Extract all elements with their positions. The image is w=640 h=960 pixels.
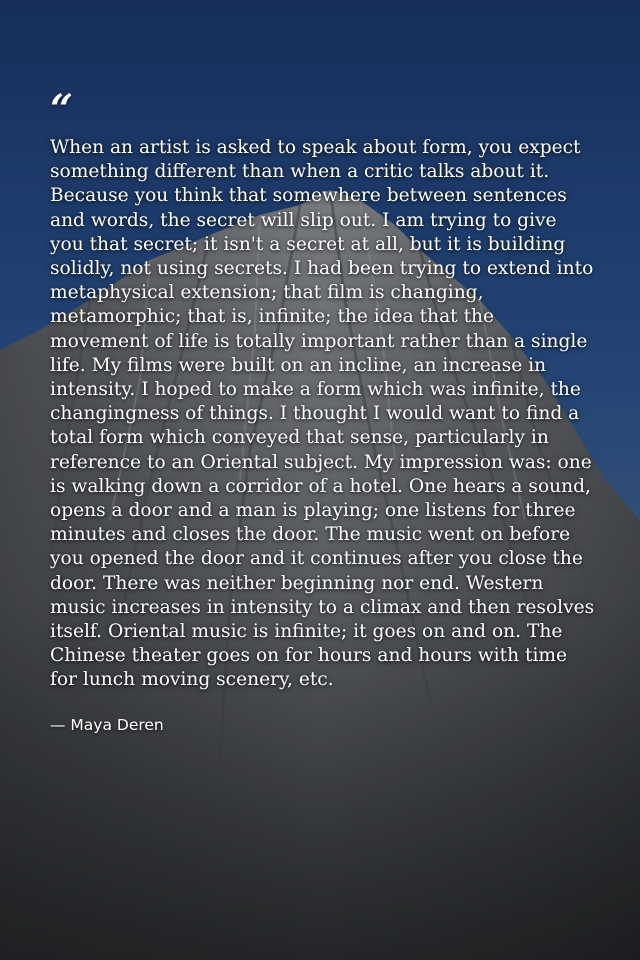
- quote-author: — Maya Deren: [50, 715, 164, 734]
- quote-card: [50, 86, 595, 735]
- quote-mark-icon: “: [50, 86, 74, 133]
- quote-text: When an artist is asked to speak about form, you expect something different than when a critic talks about it. Because you think that somewhere between sentences and words, the secret will slip out. I am trying to give you that secret; it isn't a secret at all, but it is building solidly, not using secrets. I had been trying to extend into metaphysical extension; that film is changing, metamorphic; that is, infinite; the idea that the movement of life is totally important rather than a single life. My films were built on an incline, an increase in intensity. I hoped to make a form which was infinite, the changingness of things. I thought I would want to find a total form which conveyed that sense, particularly in reference to an Oriental subject. My impression was: one is walking down a corridor of a hotel. One hears a sound, opens a door and a man is playing; one listens for three minutes and closes the door. The music went on before you opened the door and it continues after you close the door. There was neither beginning nor end. Western music increases in intensity to a climax and then resolves itself. Oriental music is infinite; it goes on and on. The Chinese theater goes on for hours and hours with time for lunch moving scenery, etc.: [50, 137, 595, 691]
